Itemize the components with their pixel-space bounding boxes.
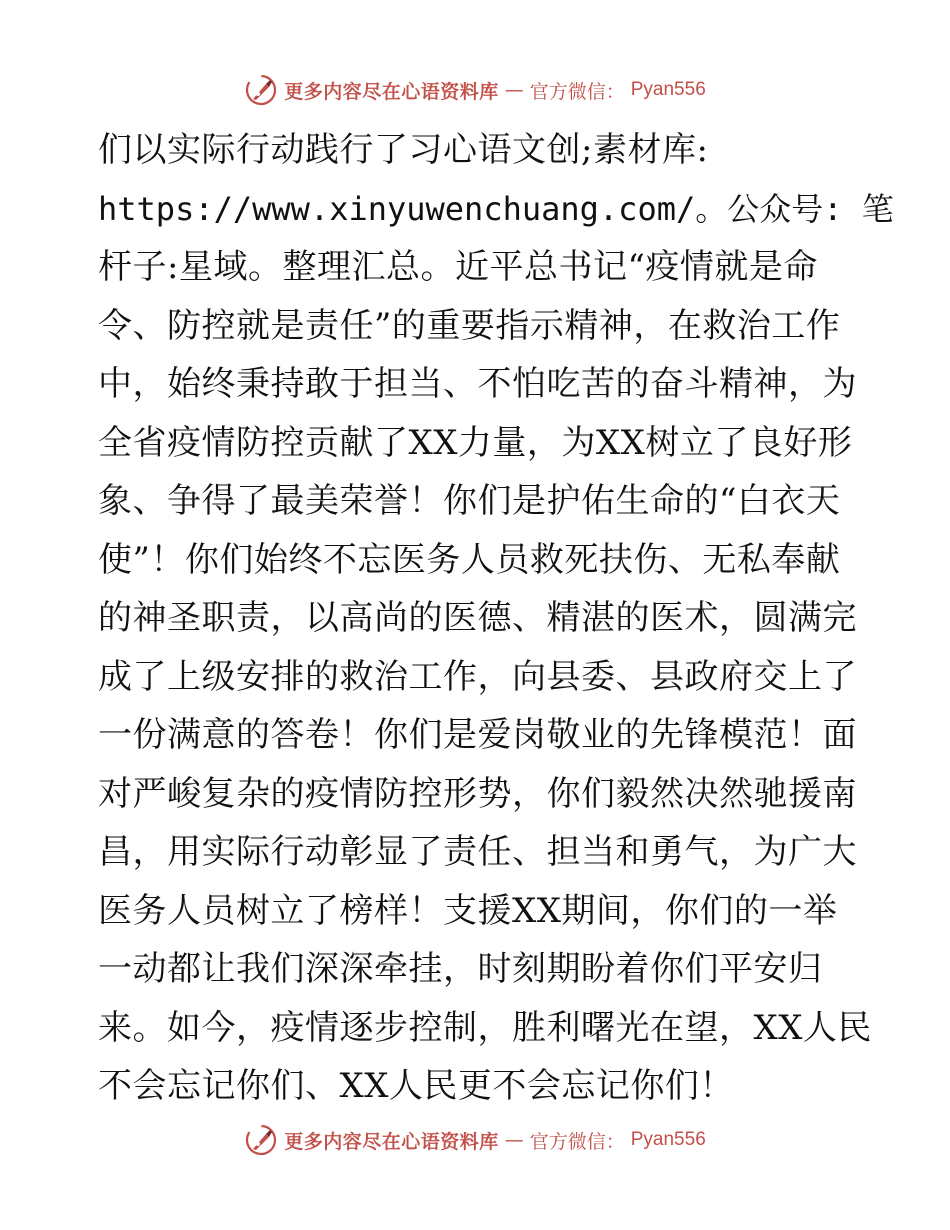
banner-wechat-id: Pyan556 [630, 79, 706, 100]
banner-wechat-label: 官方微信： [529, 1130, 625, 1153]
body-line: 中，始终秉持敢于担当、不怕吃苦的奋斗精神，为 [98, 364, 857, 404]
body-line: 令、防控就是责任”的重要指示精神，在救治工作 [98, 305, 841, 346]
body-line: 的神圣职责，以高尚的医德、精湛的医术，圆满完 [98, 598, 857, 638]
banner-title: 更多内容尽在心语资料库 [284, 1130, 499, 1153]
document-body [98, 121, 894, 1116]
pen-logo-icon [244, 73, 278, 107]
header-banner-inner [244, 73, 706, 107]
banner-dash: — [504, 1129, 524, 1151]
body-line: 杆子:星域。整理汇总。近平总书记“疫情就是命 [98, 247, 818, 287]
body-line: 来。如今，疫情逐步控制，胜利曙光在望，XX人民 [98, 1007, 872, 1048]
footer-banner [0, 1120, 950, 1160]
body-line: 们以实际行动践行了习心语文创;素材库: [98, 130, 709, 170]
body-line: 一动都让我们深深牵挂，时刻期盼着你们平安归 [98, 949, 823, 989]
banner-title: 更多内容尽在心语资料库 [284, 80, 499, 103]
banner-dash: — [504, 79, 524, 101]
body-line: 对严峻复杂的疫情防控形势，你们毅然决然驰援南 [98, 773, 857, 814]
body-line: 不会忘记你们、XX人民更不会忘记你们！ [98, 1066, 734, 1106]
body-line: 医务人员树立了榜样！支援XX期间，你们的一举 [98, 890, 838, 931]
pen-logo-icon [244, 1123, 278, 1157]
header-banner [0, 70, 950, 110]
body-line: 成了上级安排的救治工作，向县委、县政府交上了 [98, 656, 857, 697]
banner-wechat-label: 官方微信： [529, 80, 625, 103]
footer-banner-inner [244, 1123, 706, 1157]
body-line: 全省疫情防控贡献了XX力量，为XX树立了良好形 [98, 422, 853, 463]
body-line: 使”！你们始终不忘医务人员救死扶伤、无私奉献 [98, 539, 841, 580]
body-line: 昌，用实际行动彰显了责任、担当和勇气，为广大 [98, 832, 857, 872]
body-line: 象、争得了最美荣誉！你们是护佑生命的“白衣天 [98, 481, 841, 521]
banner-wechat-id: Pyan556 [630, 1129, 706, 1150]
body-line: 一份满意的答卷！你们是爱岗敬业的先锋模范！面 [98, 715, 857, 755]
body-line: https://www.xinyuwenchuang.com/。公众号: 笔 [98, 189, 894, 228]
